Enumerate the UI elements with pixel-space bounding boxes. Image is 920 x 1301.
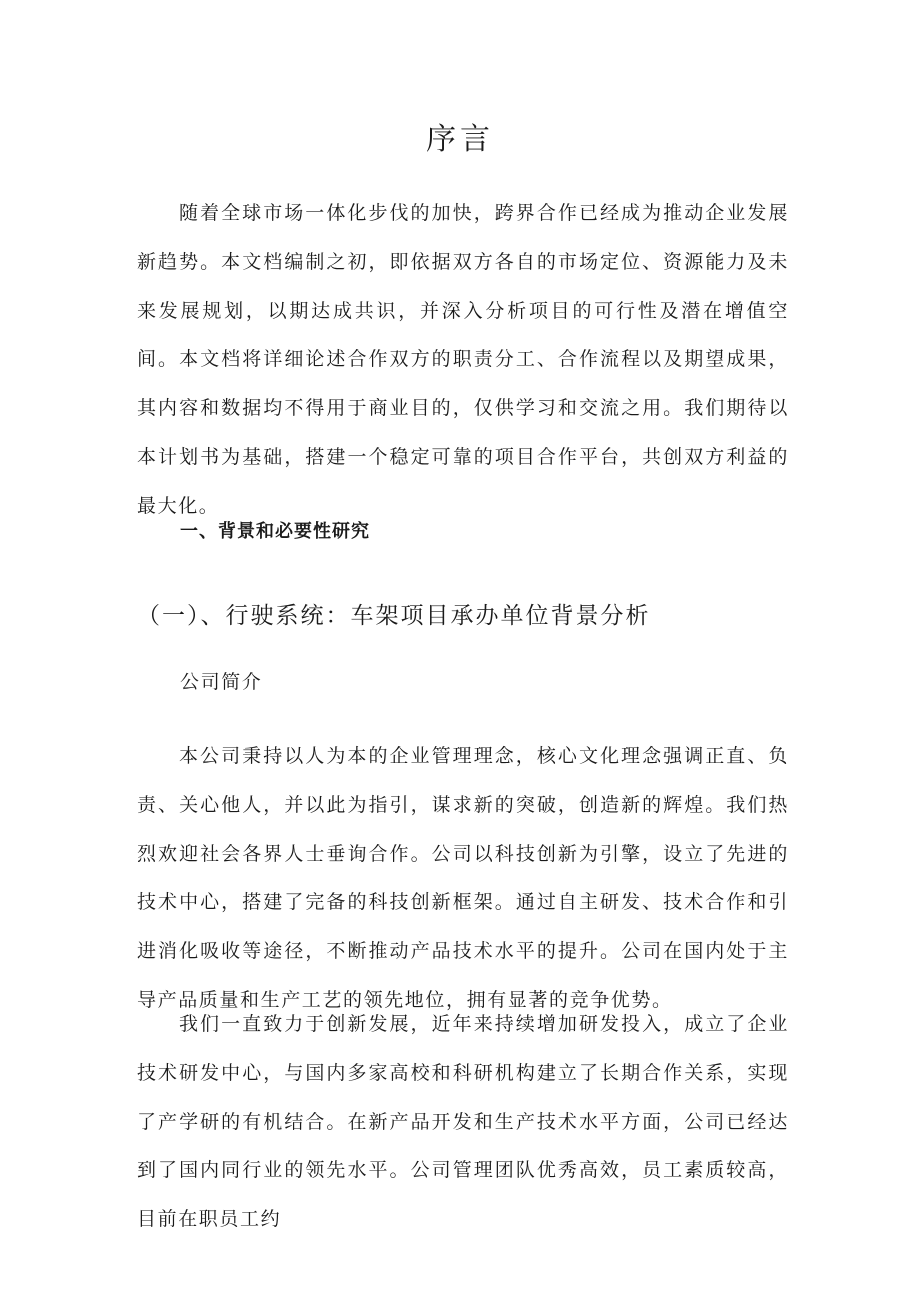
company-paragraph-1: 本公司秉持以人为本的企业管理理念，核心文化理念强调正直、负责、关心他人，并以此为指引，谋求新的突破，创造新的辉煌。我们热烈欢迎社会各界人士垂询合作。公司以科技创新为引擎，设立了先进的技术中心，搭建了完备的科技创新框架。通过自主研发、技术合作和引进消化吸收等途径，不断推动产品技术水平的提升。公司在国内处于主导产品质量和生产工艺的领先地位，拥有显著的竞争优势。 xyxy=(137,745,789,1011)
section-heading-background: 一、背景和必要性研究 xyxy=(180,521,370,542)
subsection-heading-organizer: （一）、行驶系统：车架项目承办单位背景分析 xyxy=(137,603,651,629)
document-title: 序言 xyxy=(426,122,494,157)
company-intro-label: 公司简介 xyxy=(180,671,263,693)
company-paragraph-2: 我们一直致力于创新发展，近年来持续增加研发投入，成立了企业技术研发中心，与国内多家高校和科研机构建立了长期合作关系，实现了产学研的有机结合。在新产品开发和生产技术水平方面，公司已经达到了国内同行业的领先水平。公司管理团队优秀高效，员工素质较高，目前在职员工约 xyxy=(137,1013,789,1231)
intro-paragraph: 随着全球市场一体化步伐的加快，跨界合作已经成为推动企业发展新趋势。本文档编制之初，即依据双方各自的市场定位、资源能力及未来发展规划，以期达成共识，并深入分析项目的可行性及潜在增值空间。本文档将详细论述合作双方的职责分工、合作流程以及期望成果，其内容和数据均不得用于商业目的，仅供学习和交流之用。我们期待以本计划书为基础，搭建一个稳定可靠的项目合作平台，共创双方利益的最大化。 xyxy=(137,202,789,517)
